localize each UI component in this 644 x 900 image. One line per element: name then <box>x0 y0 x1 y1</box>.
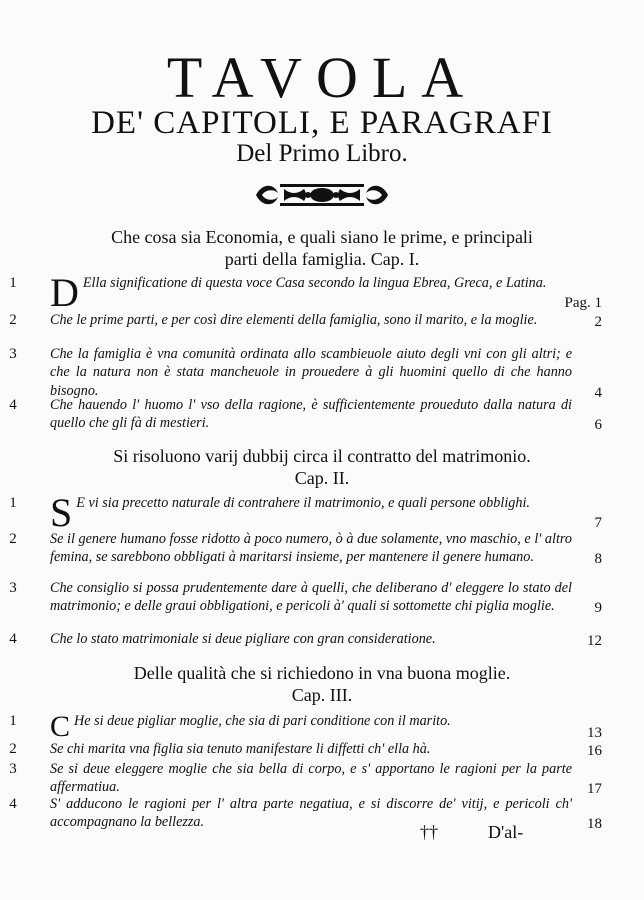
chapter-2-title: Si risoluono varij dubbij circa il contratto del matrimonio. <box>113 446 531 466</box>
entry-text: Ella significatione di questa voce Casa secondo la lingua Ebrea, Greca, e Latina. <box>82 275 547 291</box>
paragraph-number: 3 <box>9 346 17 362</box>
toc-entry <box>9 345 602 401</box>
paragraph-number: 4 <box>9 397 17 413</box>
paragraph-number: 2 <box>9 531 17 547</box>
entry-text: Se il genere humano fosse ridotto à poco numero, ò à due solamente, vno maschio, e l' altro femina, se sarebbono obbligati à maritarsi insieme, per mantenere il genere humano. <box>50 531 572 566</box>
paragraph-number: 4 <box>9 796 17 812</box>
chapter-2-heading <box>40 445 604 489</box>
page-subtitle: DE' CAPITOLI, E PARAGRAFI <box>91 105 553 141</box>
chapter-1-heading <box>40 226 604 270</box>
entry-text: S' adducono le ragioni per l' altra parte negatiua, e si discorre de' vitij, e pericoli ch' accompagnano la bellezza. <box>50 796 572 831</box>
page-reference: 6 <box>594 417 602 434</box>
entry-text: Che lo stato matrimoniale si deue pigliare con gran consideratione. <box>50 631 436 647</box>
toc-entry <box>9 270 602 315</box>
chapter-2-subtitle: Cap. II. <box>294 468 350 488</box>
entry-text: He si deue pigliar moglie, che sia di pari conditione con il marito. <box>74 713 451 729</box>
page-reference: 12 <box>587 633 602 649</box>
entry-text: Se si deue eleggere moglie che sia bella di corpo, e s' apportano le ragioni per la parte affermatiua. <box>50 761 572 796</box>
drop-cap: S <box>50 490 73 535</box>
page-reference: 16 <box>587 743 602 759</box>
chapter-1-title: Che cosa sia Economia, e quali siano le prime, e principali <box>111 227 533 247</box>
chapter-1-subtitle: parti della famiglia. Cap. I. <box>224 249 420 269</box>
toc-entry <box>9 311 602 330</box>
page-reference: 2 <box>594 314 602 330</box>
catchword: D'al- <box>488 822 524 842</box>
page-reference: 4 <box>594 384 602 401</box>
toc-entry <box>9 490 602 535</box>
decorative-ornament-icon <box>252 181 392 209</box>
paragraph-number: 2 <box>9 312 17 328</box>
paragraph-number: 3 <box>9 761 17 777</box>
toc-entry <box>9 630 602 649</box>
chapter-3-subtitle: Cap. III. <box>291 685 353 705</box>
paragraph-number: 1 <box>9 275 17 291</box>
toc-entry <box>9 760 602 798</box>
drop-cap: C <box>50 710 71 743</box>
entry-text: Che le prime parti, e per così dire elementi della famiglia, sono il marito, e la moglie. <box>50 312 538 328</box>
page-reference: 17 <box>587 781 602 798</box>
entry-text: Che hauendo l' huomo l' vso della ragione, è sufficientemente proueduto dalla natura di quello che gli fà di mestieri. <box>50 397 572 432</box>
toc-entry <box>9 579 602 617</box>
page-reference: 7 <box>594 514 602 531</box>
toc-entry <box>9 530 602 568</box>
paragraph-number: 1 <box>9 713 17 729</box>
chapter-3-heading <box>40 662 604 706</box>
page-reference: 9 <box>594 600 602 617</box>
signature-marks: †† <box>420 822 438 842</box>
entry-text: Se chi marita vna figlia sia tenuto manifestare li diffetti ch' ella hà. <box>50 741 431 757</box>
page-reference: 13 <box>587 724 602 741</box>
book-label: Del Primo Libro. <box>236 140 408 167</box>
page-reference: Pag. 1 <box>564 294 602 311</box>
chapter-3-title: Delle qualità che si richiedono in vna buona moglie. <box>133 663 511 683</box>
entry-text: Che consiglio si possa prudentemente dare à quelli, che deliberano d' eleggere lo stato del matrimonio; e delle graui obbligationi, e pericoli à' quali si sottomette chi piglia moglie. <box>50 580 572 615</box>
paragraph-number: 4 <box>9 631 17 647</box>
page-title: TAVOLA <box>166 45 478 110</box>
toc-entry <box>9 396 602 434</box>
entry-text: E vi sia precetto naturale di contrahere il matrimonio, e quali persone obblighi. <box>76 495 530 511</box>
toc-entry <box>9 710 602 743</box>
page-reference: 18 <box>587 816 602 833</box>
paragraph-number: 3 <box>9 580 17 596</box>
toc-entry <box>9 740 602 759</box>
page-reference: 8 <box>594 551 602 568</box>
entry-text: Che la famiglia è vna comunità ordinata allo scambieuole aiuto degli vni con gli altri; e che la natura non è stata mancheuole in prouedere à gli huomini quello di che hanno bisogno. <box>50 346 572 399</box>
paragraph-number: 1 <box>9 495 17 511</box>
drop-cap: D <box>50 270 79 315</box>
paragraph-number: 2 <box>9 741 17 757</box>
